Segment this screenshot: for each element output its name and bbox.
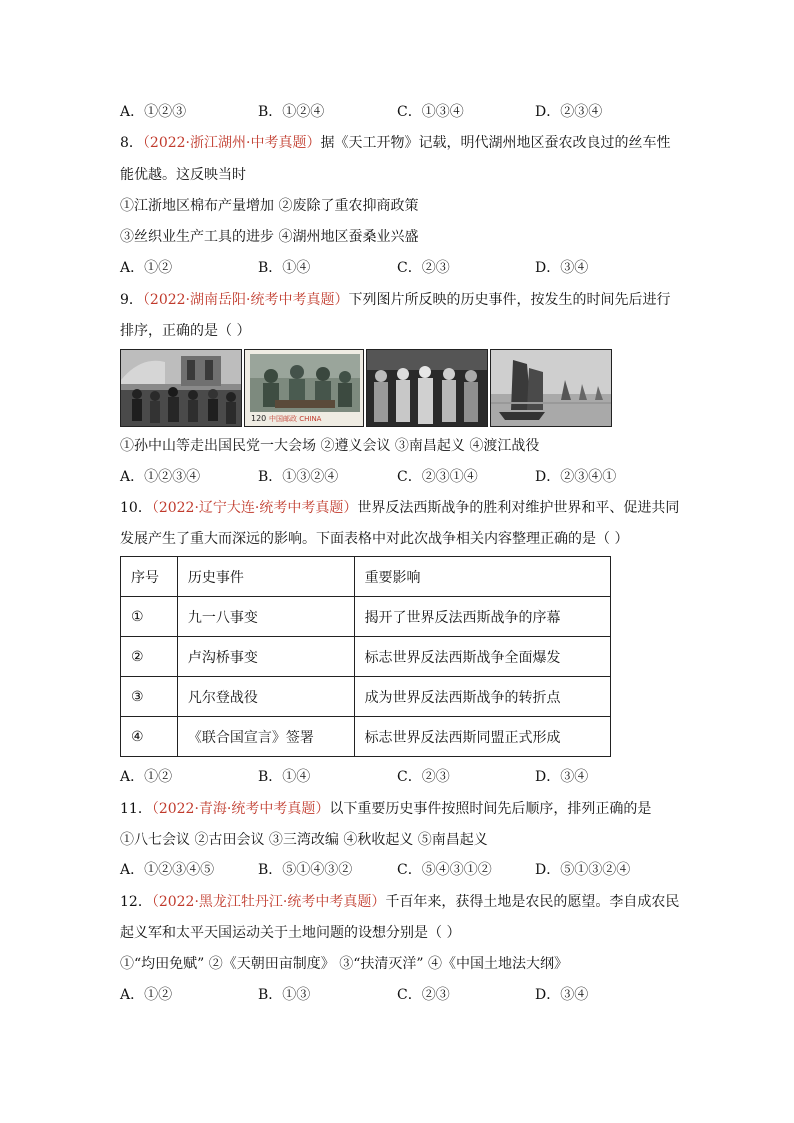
q12-option-a[interactable]: A．①② xyxy=(120,987,173,1003)
q10-stem-line1 xyxy=(120,498,679,518)
photo-sun-yatsen-congress xyxy=(120,349,242,427)
q12-number: 12． xyxy=(120,894,152,910)
q12-source: （2022·黑龙江牡丹江·统考中考真题） xyxy=(151,894,386,910)
q9-photo-strip xyxy=(120,349,615,427)
q7-options xyxy=(120,102,640,122)
q10-history-table xyxy=(120,556,611,757)
q8-items-line2: ③丝织业生产工具的进步 ④湖州地区蚕桑业兴盛 xyxy=(120,229,419,245)
q12-option-d[interactable]: D．③④ xyxy=(535,987,589,1003)
photo-yangtze-crossing-image xyxy=(491,350,612,427)
stamp-label: 中国邮政 CHINA xyxy=(269,415,322,423)
q9-option-d[interactable]: D．②③④① xyxy=(535,469,617,485)
q10-options xyxy=(120,767,640,787)
table-row xyxy=(121,677,611,717)
q10-stem-text1: 世界反法西斯战争的胜利对维护世界和平、促进共同 xyxy=(357,500,680,516)
q8-stem-line2: 能优越。这反映当时 xyxy=(120,167,246,183)
q7-option-a[interactable]: A．①②③ xyxy=(120,104,187,120)
table-cell: 卢沟桥事变 xyxy=(177,637,354,677)
q9-stem-line2: 排序，正确的是（ ） xyxy=(120,323,251,339)
q8-options xyxy=(120,258,640,278)
q11-option-b[interactable]: B．⑤①④③② xyxy=(258,862,353,878)
q9-number: 9． xyxy=(120,292,143,308)
q10-option-d[interactable]: D．③④ xyxy=(535,769,589,785)
q10-number: 10． xyxy=(120,500,152,516)
stamp-value: 120 xyxy=(251,414,267,423)
table-cell: 标志世界反法西斯战争全面爆发 xyxy=(354,637,610,677)
q12-option-b[interactable]: B．①③ xyxy=(258,987,311,1003)
q11-option-c[interactable]: C．⑤④③①② xyxy=(397,862,492,878)
q11-option-a[interactable]: A．①②③④⑤ xyxy=(120,862,215,878)
q8-option-a[interactable]: A．①② xyxy=(120,260,173,276)
q11-items: ①八七会议 ②古田会议 ③三湾改编 ④秋收起义 ⑤南昌起义 xyxy=(120,832,488,848)
table-cell: 《联合国宣言》签署 xyxy=(177,717,354,757)
q12-options xyxy=(120,985,640,1005)
q9-items: ①孙中山等走出国民党一大会场 ②遵义会议 ③南昌起义 ④渡江战役 xyxy=(120,438,540,454)
table-header-cell: 历史事件 xyxy=(177,557,354,597)
q9-stem-line1 xyxy=(120,290,670,310)
q11-options xyxy=(120,860,640,880)
q8-number: 8． xyxy=(120,135,143,151)
q7-option-d[interactable]: D．②③④ xyxy=(535,104,603,120)
table-cell: 凡尔登战役 xyxy=(177,677,354,717)
photo-sun-yatsen-congress-image xyxy=(121,350,242,427)
q8-stem-line1 xyxy=(120,133,670,153)
table-cell: ④ xyxy=(121,717,178,757)
q9-options xyxy=(120,467,640,487)
q9-option-b[interactable]: B．①③②④ xyxy=(258,469,339,485)
q9-source: （2022·湖南岳阳·统考中考真题） xyxy=(142,292,349,308)
q8-option-b[interactable]: B．①④ xyxy=(258,260,311,276)
q10-option-b[interactable]: B．①④ xyxy=(258,769,311,785)
q8-option-d[interactable]: D．③④ xyxy=(535,260,589,276)
table-header-row xyxy=(121,557,611,597)
table-cell: 揭开了世界反法西斯战争的序幕 xyxy=(354,597,610,637)
table-cell: ② xyxy=(121,637,178,677)
table-cell: 九一八事变 xyxy=(177,597,354,637)
photo-zunyi-stamp xyxy=(244,349,364,427)
photo-nanchang-uprising xyxy=(366,349,488,427)
table-header-cell: 重要影响 xyxy=(354,557,610,597)
q9-stem-text1: 下列图片所反映的历史事件，按发生的时间先后进行 xyxy=(348,292,671,308)
q10-source: （2022·辽宁大连·统考中考真题） xyxy=(151,500,358,516)
q11-number: 11． xyxy=(120,801,152,817)
q11-source: （2022·青海·统考中考真题） xyxy=(151,801,330,817)
q11-option-d[interactable]: D．⑤①③②④ xyxy=(535,862,631,878)
q11-stem-text1: 以下重要历史事件按照时间先后顺序，排列正确的是 xyxy=(329,801,652,817)
q12-stem-text1: 千百年来，获得土地是农民的愿望。李自成农民 xyxy=(385,894,680,910)
table-row xyxy=(121,717,611,757)
q10-option-c[interactable]: C．②③ xyxy=(397,769,450,785)
photo-nanchang-uprising-image xyxy=(367,350,488,427)
table-cell: ③ xyxy=(121,677,178,717)
q12-items: ①“均田免赋” ②《天朝田亩制度》 ③“扶清灭洋” ④《中国土地法大纲》 xyxy=(120,956,568,972)
table-cell: 标志世界反法西斯同盟正式形成 xyxy=(354,717,610,757)
table-cell: ① xyxy=(121,597,178,637)
q9-option-a[interactable]: A．①②③④ xyxy=(120,469,201,485)
q8-items-line1: ①江浙地区棉布产量增加 ②废除了重农抑商政策 xyxy=(120,198,419,214)
q12-stem-line1 xyxy=(120,892,679,912)
q7-option-b[interactable]: B．①②④ xyxy=(258,104,325,120)
q8-stem-text1: 据《天工开物》记载，明代湖州地区蚕农改良过的丝车性 xyxy=(320,135,671,151)
q10-option-a[interactable]: A．①② xyxy=(120,769,173,785)
table-row xyxy=(121,637,611,677)
table-cell: 成为世界反法西斯战争的转折点 xyxy=(354,677,610,717)
q7-option-c[interactable]: C．①③④ xyxy=(397,104,464,120)
q10-stem-line2: 发展产生了重大而深远的影响。下面表格中对此次战争相关内容整理正确的是（ ） xyxy=(120,531,629,547)
table-row xyxy=(121,597,611,637)
photo-yangtze-crossing xyxy=(490,349,612,427)
table-header-cell: 序号 xyxy=(121,557,178,597)
q8-option-c[interactable]: C．②③ xyxy=(397,260,450,276)
q11-stem-line1 xyxy=(120,799,651,819)
q8-source: （2022·浙江湖州·中考真题） xyxy=(142,135,321,151)
q12-stem-line2: 起义军和太平天国运动关于土地问题的设想分别是（ ） xyxy=(120,925,461,941)
q12-option-c[interactable]: C．②③ xyxy=(397,987,450,1003)
q9-option-c[interactable]: C．②③①④ xyxy=(397,469,478,485)
